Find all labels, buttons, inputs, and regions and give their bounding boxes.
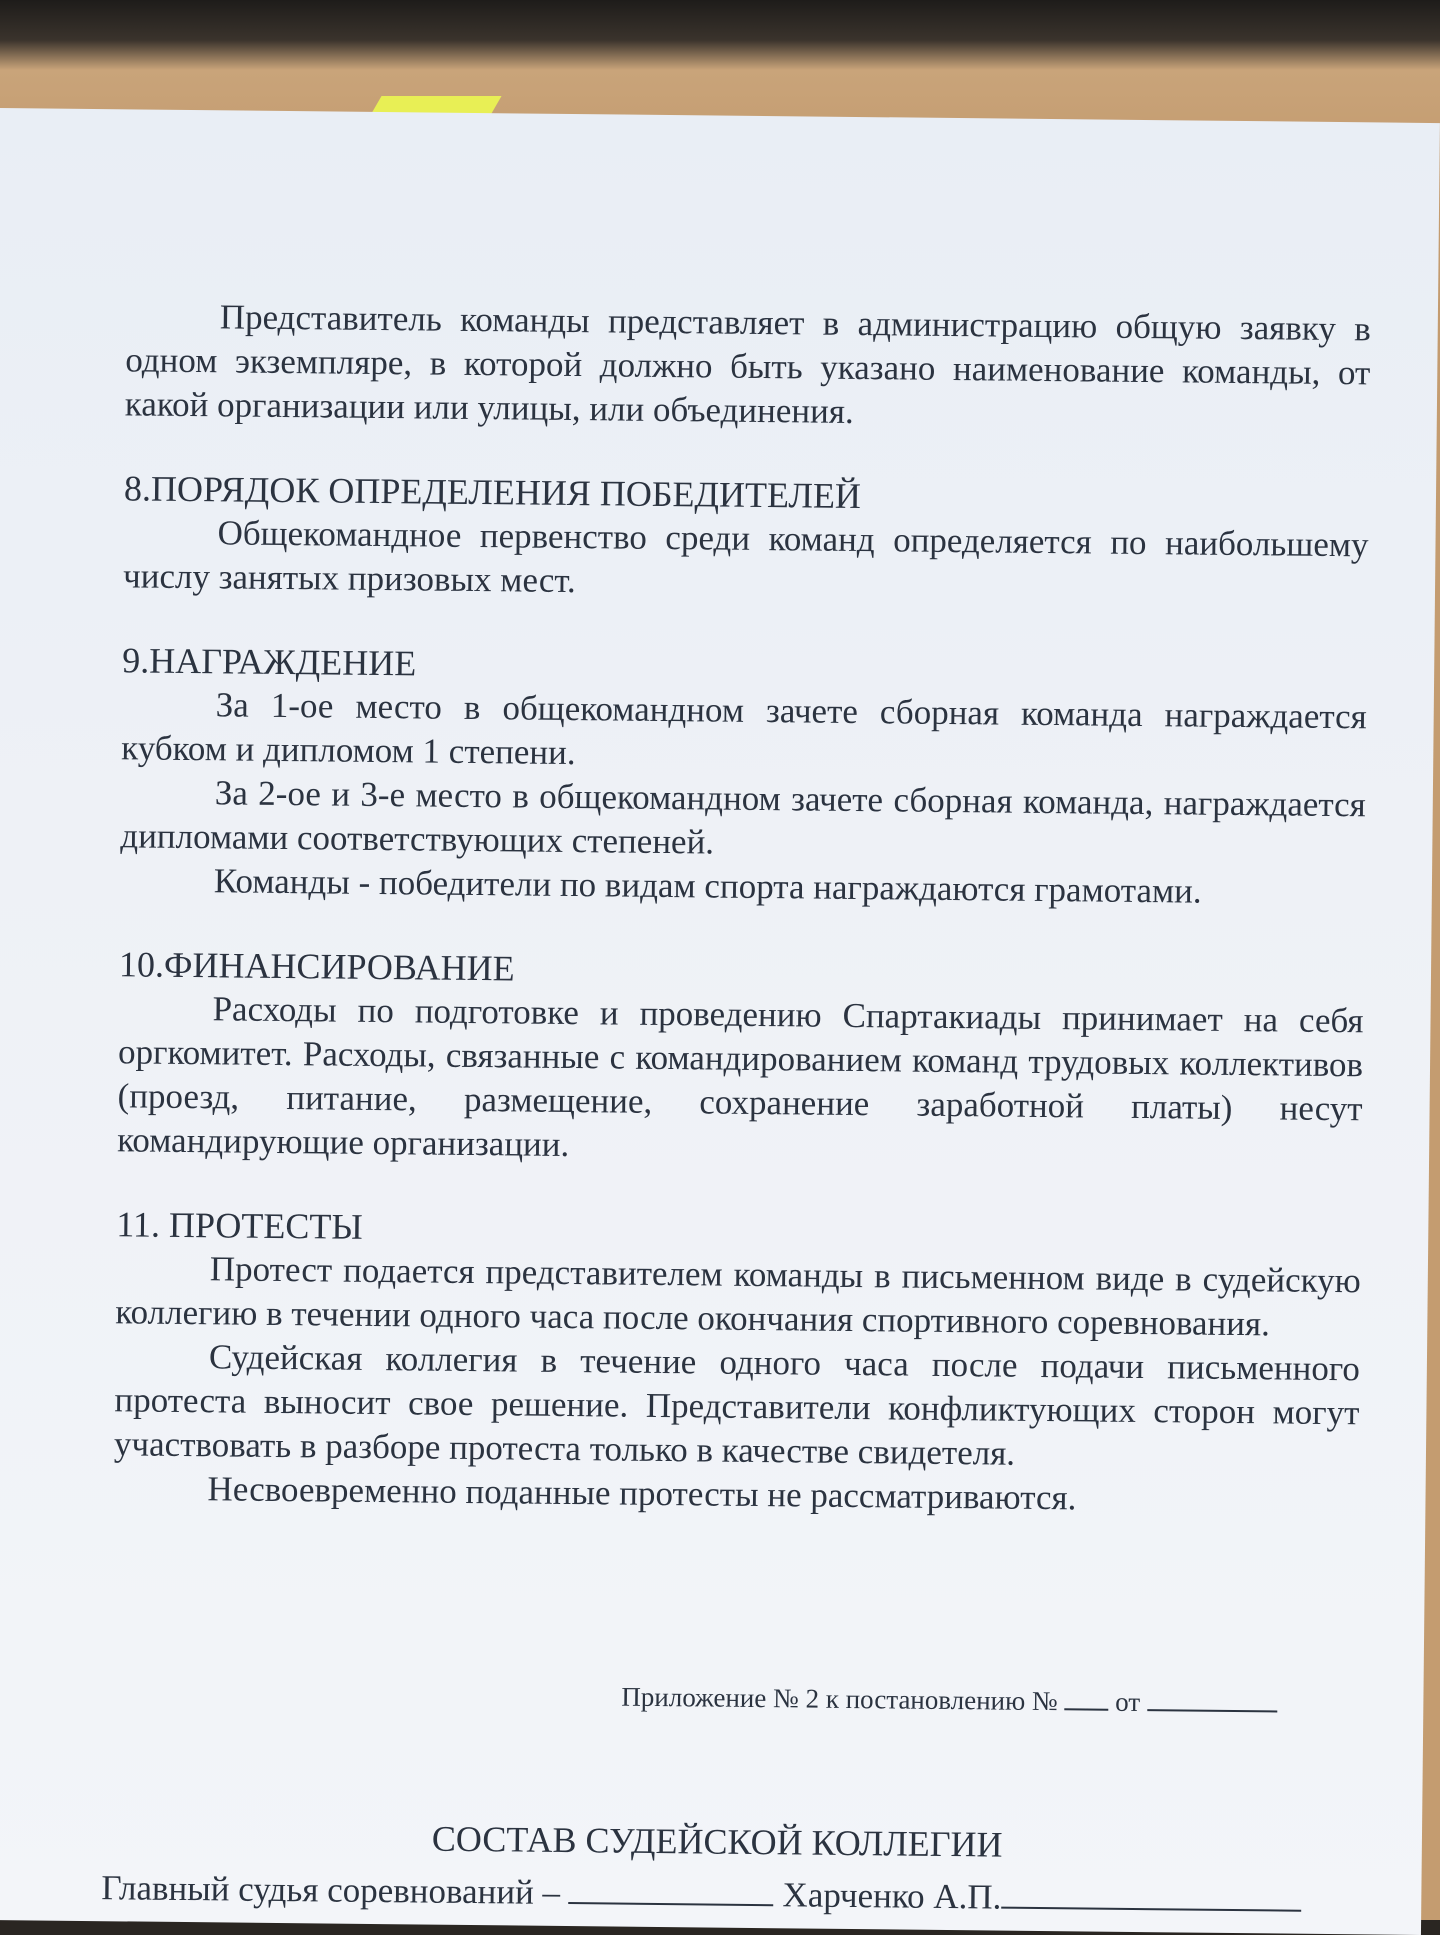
document-page bbox=[0, 108, 1440, 1935]
section-8-paragraph: Общекомандное первенство среди команд определяется по наибольшему числу занятых призовых мест. bbox=[122, 513, 1369, 601]
section-11-paragraph-1: Протест подается представителем команды в письменном виде в судейскую коллегию в течении одного часа после окончания спортивного соревнования. bbox=[115, 1249, 1361, 1344]
chief-judge-label: Главный судья соревнований – bbox=[101, 1868, 561, 1912]
section-9-paragraph-3: Команды - победители по видам спорта награждаются грамотами. bbox=[213, 861, 1202, 911]
section-9-heading: 9.НАГРАЖДЕНИЕ bbox=[122, 640, 417, 684]
section-8-heading: 8.ПОРЯДОК ОПРЕДЕЛЕНИЯ ПОБЕДИТЕЛЕЙ bbox=[123, 468, 862, 517]
signature-blank bbox=[569, 1872, 774, 1906]
section-11-paragraph-2: Судейская коллегия в течение одного часа после подачи письменного протеста выносит свое решение. Представители конфликтующих сторон могут участвовать в разборе протеста только в качестве свидетеля. bbox=[113, 1337, 1361, 1473]
chief-judge-name: Харченко А.П. bbox=[782, 1875, 1002, 1917]
judges-title: СОСТАВ СУДЕЙСКОЙ КОЛЛЕГИИ bbox=[431, 1818, 1003, 1865]
decree-date-blank bbox=[1147, 1685, 1277, 1712]
section-11-paragraph-3: Несвоевременно поданные протесты не рассматриваются. bbox=[207, 1469, 1077, 1518]
section-11-heading: 11. ПРОТЕСТЫ bbox=[116, 1204, 364, 1247]
appendix-line bbox=[621, 1680, 1277, 1721]
section-10-heading: 10.ФИНАНСИРОВАНИЕ bbox=[118, 944, 515, 989]
appendix-prefix: Приложение № 2 к постановлению № bbox=[621, 1681, 1058, 1717]
name-blank bbox=[1001, 1877, 1301, 1912]
document-body bbox=[113, 294, 1371, 1523]
section-9-paragraph-2: За 2-ое и 3-е место в общекомандном зачете сборная команда, награждается дипломами соответствующих степеней. bbox=[120, 773, 1366, 862]
appendix-from: от bbox=[1115, 1686, 1141, 1718]
chief-judge-line bbox=[101, 1867, 1301, 1921]
section-10-paragraph: Расходы по подготовке и проведению Спартакиады принимает на себя оргкомитет. Расходы, связанные с командированием команд трудовых коллективов (проезд, питание, размещение, сохранение заработной платы) несут командирующие организации. bbox=[116, 989, 1364, 1165]
section-9-paragraph-1: За 1-ое место в общекомандном зачете сборная команда награждается кубком и дипломом 1 степени. bbox=[121, 685, 1367, 773]
decree-number-blank bbox=[1064, 1684, 1108, 1710]
intro-paragraph: Представитель команды представляет в администрацию общую заявку в одном экземпляре, в которой должно быть указано наименование команды, от какой организации или улицы, или объединения. bbox=[124, 297, 1371, 431]
